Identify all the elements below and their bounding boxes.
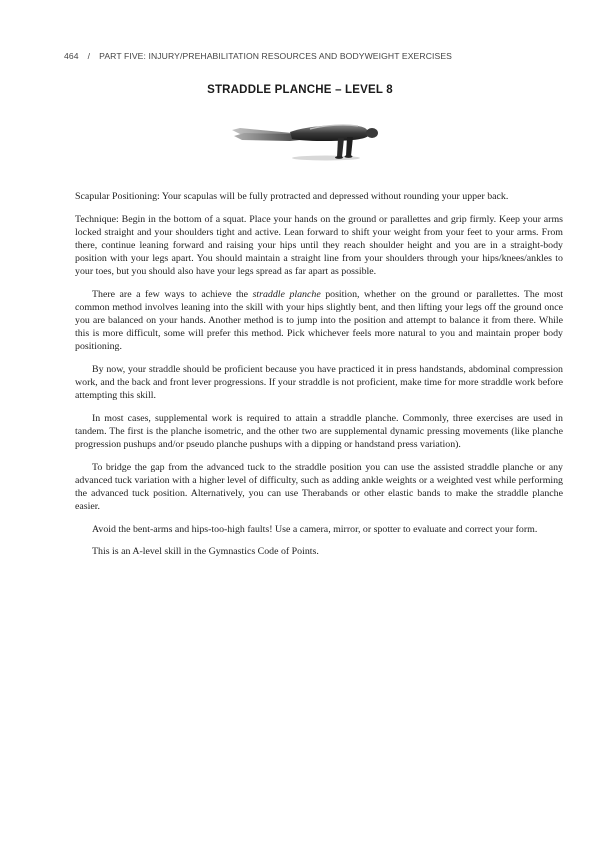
- paragraph-ways-end: position, whether on the ground or parallettes. The most common method involves leaning into the skill with your hips slightly bent, and then lifting your legs off the ground once you are balanced on your hands. Another method is to jump into the position and attempt to balance it from there. While this is more difficult, some will prefer this method. Pick whichever feels more natural to you and maintain proper body positioning.: [75, 288, 563, 353]
- paragraph-ways-start: There are a few ways to achieve the: [92, 288, 253, 300]
- paragraph-bridge: To bridge the gap from the advanced tuck to the straddle position you can use the assisted straddle planche or any advanced tuck variation with a higher level of difficulty, such as adding ankle weights or a weighted vest while performing the advanced tuck position. Alternatively, you can use Therabands or other elastic bands to make the straddle planche easier.: [75, 461, 563, 512]
- paragraph-a-level: This is an A-level skill in the Gymnastics Code of Points.: [92, 546, 319, 558]
- paragraph-scapular: Scapular Positioning: Your scapulas will be fully protracted and depressed without rounding your upper back.: [75, 191, 509, 202]
- body-text: [75, 190, 563, 568]
- paragraph-ways: [75, 288, 563, 353]
- paragraph-faults: Avoid the bent-arms and hips-too-high faults! Use a camera, mirror, or spotter to evaluate and correct your form.: [92, 523, 538, 535]
- straddle-planche-illustration: [226, 106, 386, 168]
- exercise-title: STRADDLE PLANCHE – LEVEL 8: [207, 84, 393, 96]
- header-separator: /: [87, 51, 91, 61]
- paragraph-supplemental: In most cases, supplemental work is required to attain a straddle planche. Commonly, three exercises are used in tandem. The first is the planche isometric, and the other two are supplemental dynamic pressing movements (like planche progression pushups and/or pseudo planche pushups with a dipping or handstand press variation).: [75, 412, 563, 450]
- paragraph-proficient: By now, your straddle should be proficient because you have practiced it in press handstands, abdominal compression work, and the back and front lever progressions. If your straddle is not proficient, make time for more straddle work before attempting this skill.: [75, 363, 563, 401]
- paragraph-technique: Technique: Begin in the bottom of a squat. Place your hands on the ground or parallettes and grip firmly. Keep your arms locked straight and your shoulders tight and active. Lean forward to shift your weight from your feet to your arms. From there, continue leaning forward and raising your hips until they reach shoulder height and you are in a straight-body position with your legs apart. You should maintain a straight line from your shoulders through your hips/knees/ankles to your toes, but you should also have your legs spread as far apart as possible.: [75, 213, 563, 278]
- section-title: PART FIVE: INJURY/PREHABILITATION RESOURCES AND BODYWEIGHT EXERCISES: [99, 51, 452, 61]
- running-head: [64, 51, 452, 61]
- paragraph-ways-emphasis: straddle planche: [252, 288, 321, 300]
- page-number: 464: [64, 51, 79, 61]
